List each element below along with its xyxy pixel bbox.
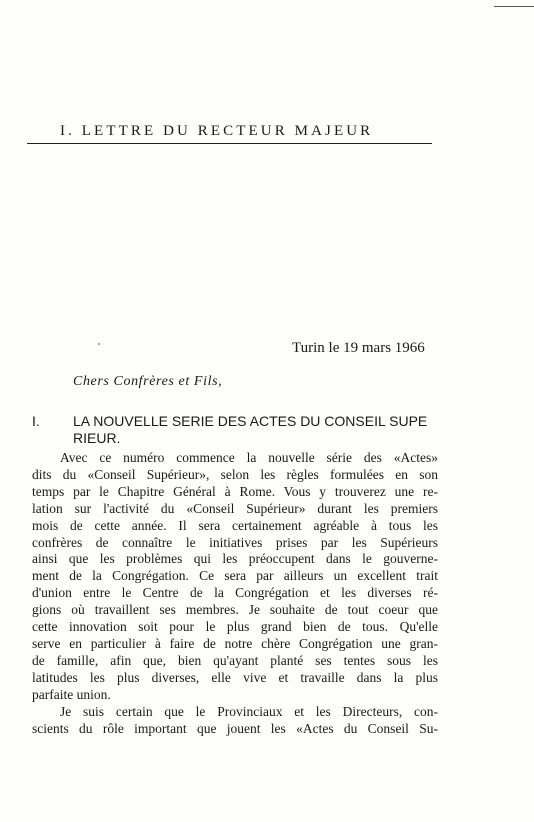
paragraph-line: de famille, afin que, bien qu'ayant planté ses tentes sous les	[32, 652, 438, 668]
paragraph-line: Je suis certain que le Provinciaux et les Directeurs, con-	[60, 703, 438, 719]
section-title-line: LA NOUVELLE SERIE DES ACTES DU CONSEIL SUPE	[73, 413, 428, 429]
section-title-line: RIEUR.	[73, 430, 121, 446]
corner-rule	[494, 6, 534, 7]
paragraph-line: temps par le Chapitre Général à Rome. Vous y trouverez une re-	[32, 483, 438, 499]
paragraph-line: latitudes les plus diverses, elle vive et travaille dans la plus	[32, 669, 438, 685]
paragraph-line: Avec ce numéro commence la nouvelle série des «Actes»	[60, 450, 438, 465]
chapter-heading: I. LETTRE DU RECTEUR MAJEUR	[60, 123, 374, 139]
paragraph-line: scients du rôle important que jouent les «Actes du Conseil Su-	[32, 720, 438, 736]
paragraph-line: d'union entre le Centre de la Congrégation et les diverses ré-	[32, 585, 438, 601]
salutation: Chers Confrères et Fils,	[73, 374, 223, 389]
dateline: Turin le 19 mars 1966	[292, 340, 425, 356]
paragraph-line: confrères de connaître le initiatives prises par les Supérieurs	[32, 534, 438, 550]
section-title	[73, 413, 473, 447]
section-number: I.	[32, 413, 40, 429]
heading-underline	[27, 143, 432, 144]
paragraph-line: serve en particulier à faire de notre chère Congrégation une gran-	[32, 635, 438, 651]
speck	[98, 343, 100, 345]
paragraph-line: parfaite union.	[32, 686, 111, 702]
paragraph-line: mois de cette année. Il sera certainement agréable à tous les	[32, 517, 438, 533]
paragraph-line: ment de la Congrégation. Ce sera par ailleurs un excellent trait	[32, 568, 438, 584]
paragraph-line: cette innovation soit pour le plus grand bien de tous. Qu'elle	[32, 619, 438, 635]
letter-body	[32, 450, 438, 737]
paragraph-line: lation sur l'activité du «Conseil Supérieur» durant les premiers	[32, 500, 438, 516]
paragraph-line: ainsi que les problèmes qui les préoccupent dans le gouverne-	[32, 551, 438, 567]
paragraph-line: dits du «Conseil Supérieur», selon les règles formulées en son	[32, 466, 438, 482]
paragraph-line: gions où travaillent ses membres. Je souhaite de tout coeur que	[32, 602, 438, 618]
